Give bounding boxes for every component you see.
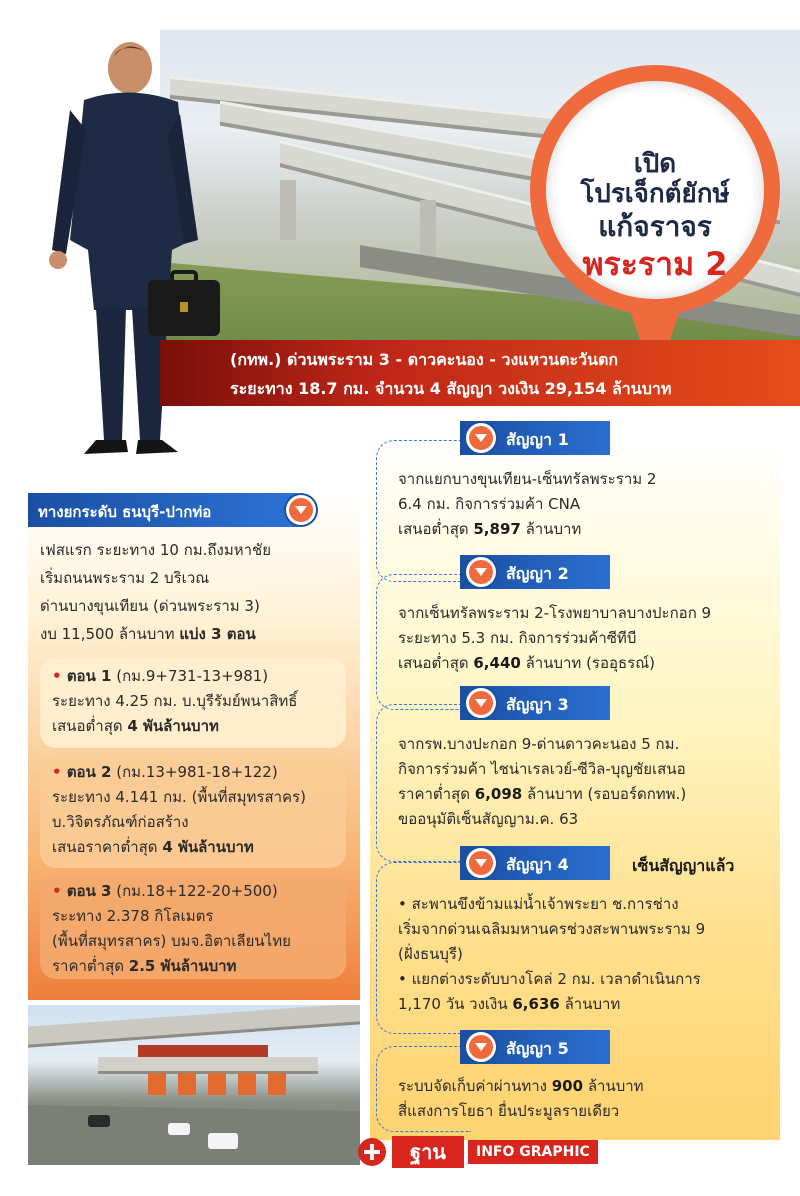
contract-4-label: สัญญา 4	[506, 855, 569, 874]
contract-4-line-1: • สะพานขึงข้ามแม่น้ำเจ้าพระยา ช.การช่าง	[398, 895, 679, 913]
segment-1	[40, 658, 346, 748]
contract-5-bid: ระบบจัดเก็บค่าผ่านทาง 900 ล้านบาท	[398, 1077, 644, 1095]
contract-2-label: สัญญา 2	[506, 564, 569, 583]
contract-5-extra: สี่แสงการโยธา ยื่นประมูลรายเดียว	[398, 1102, 620, 1120]
segment-3	[40, 875, 346, 979]
contract-1-line-1: จากแยกบางขุนเทียน-เซ็นทรัลพระราม 2	[398, 470, 657, 488]
contract-1-bid: เสนอต่ำสุด 5,897 ล้านบาท	[398, 520, 582, 538]
logo-brand: ฐาน	[392, 1136, 464, 1168]
contract-3-bid: ราคาต่ำสุด 6,098 ล้านบาท (รอบอร์ดกทพ.)	[398, 785, 687, 803]
toll-plaza-image	[28, 1005, 360, 1165]
segment-3-line-1: ระะทาง 2.378 กิโลเมตร	[52, 907, 214, 925]
contract-1-label: สัญญา 1	[506, 430, 569, 449]
contract-4-line-4: • แยกต่างระดับบางโคล่ 2 กม. เวลาดำเนินการ	[398, 970, 701, 988]
segment-1-line-1: ระยะทาง 4.25 กม. บ.บุรีรัมย์พนาสิทธิ์	[52, 692, 298, 710]
contract-3-label: สัญญา 3	[506, 695, 569, 714]
segment-2-title: • ตอน 2 (กม.13+981-18+122)	[52, 763, 278, 781]
segment-2-line-1: ระยะทาง 4.141 กม. (พื้นที่สมุทรสาคร)	[52, 788, 306, 806]
left-intro-2: เริ่มถนนพระราม 2 บริเวณ	[40, 569, 210, 587]
segment-1-title: • ตอน 1 (กม.9+731-13+981)	[52, 667, 269, 685]
contract-3-line-1: จากรพ.บางปะกอก 9-ด่านดาวคะนอง 5 กม.	[398, 735, 680, 753]
segment-3-title: • ตอน 3 (กม.18+122-20+500)	[52, 882, 278, 900]
segment-2-line-2: บ.วิจิตรภัณฑ์ก่อสร้าง	[52, 813, 189, 831]
contract-4-line-3: (ฝั่งธนบุรี)	[398, 945, 463, 963]
summary-banner	[160, 340, 800, 406]
contract-1-line-2: 6.4 กม. กิจการร่วมค้า CNA	[398, 495, 581, 513]
contract-4-bid: 1,170 วัน วงเงิน 6,636 ล้านบาท	[398, 995, 621, 1013]
chevron-down-icon	[466, 1032, 496, 1062]
plus-circle-icon	[358, 1138, 386, 1166]
banner-line-1: (กทพ.) ด่วนพระราม 3 - ดาวคะนอง - วงแหวนตะวันตก	[230, 350, 619, 369]
title-line-4: พระราม 2	[582, 245, 728, 283]
left-header	[28, 493, 298, 527]
chevron-down-icon	[466, 688, 496, 718]
chevron-down-icon	[286, 495, 316, 525]
thansettakij-logo	[358, 1136, 598, 1168]
title-line-1: เปิด	[633, 149, 677, 179]
contract-3-line-2: กิจการร่วมค้า ไชน่าเรลเวย์-ซีวิล-บุญชัยเสนอ	[398, 760, 686, 778]
businessman-illustration	[22, 40, 232, 480]
segment-2	[40, 754, 346, 868]
contract-3-extra: ขออนุมัติเซ็นสัญญาม.ค. 63	[398, 810, 579, 828]
logo-tag: INFO GRAPHIC	[468, 1140, 598, 1164]
segment-1-bid: เสนอต่ำสุด 4 พันล้านบาท	[52, 717, 219, 735]
chevron-down-icon	[466, 423, 496, 453]
chevron-down-icon	[466, 557, 496, 587]
left-intro-3: ด่านบางขุนเทียน (ด่วนพระราม 3)	[40, 597, 260, 615]
contract-2-line-1: จากเซ็นทรัลพระราม 2-โรงพยาบาลบางปะกอก 9	[398, 604, 712, 622]
contract-4-line-2: เริ่มจากด่วนเฉลิมมหานครช่วงสะพานพระราม 9	[398, 920, 706, 938]
title-line-2: โปรเจ็กต์ยักษ์	[580, 179, 730, 209]
banner-line-2: ระยะทาง 18.7 กม. จำนวน 4 สัญญา วงเงิน 29,154 ล้านบาท	[230, 379, 672, 398]
segment-3-bid: ราคาต่ำสุด 2.5 พันล้านบาท	[52, 957, 237, 975]
segment-3-line-2: (พื้นที่สมุทรสาคร) บมจ.อิตาเลียนไทย	[52, 932, 291, 950]
contract-2-line-2: ระยะทาง 5.3 กม. กิจการร่วมค้าซีทีบี	[398, 629, 637, 647]
contract-2-bid: เสนอต่ำสุด 6,440 ล้านบาท (รออุธรณ์)	[398, 654, 655, 672]
left-header-label: ทางยกระดับ ธนบุรี-ปากท่อ	[38, 503, 212, 521]
contract-5-label: สัญญา 5	[506, 1039, 569, 1058]
left-budget: งบ 11,500 ล้านบาท แบ่ง 3 ตอน	[40, 625, 256, 643]
left-intro-1: เฟสแรก ระยะทาง 10 กม.ถึงมหาชัย	[40, 541, 272, 559]
chevron-down-icon	[466, 848, 496, 878]
segment-2-bid: เสนอราคาต่ำสุด 4 พันล้านบาท	[52, 838, 254, 856]
contract-4-status: เซ็นสัญญาแล้ว	[632, 856, 735, 875]
title-line-3: แก้จราจร	[598, 210, 712, 243]
